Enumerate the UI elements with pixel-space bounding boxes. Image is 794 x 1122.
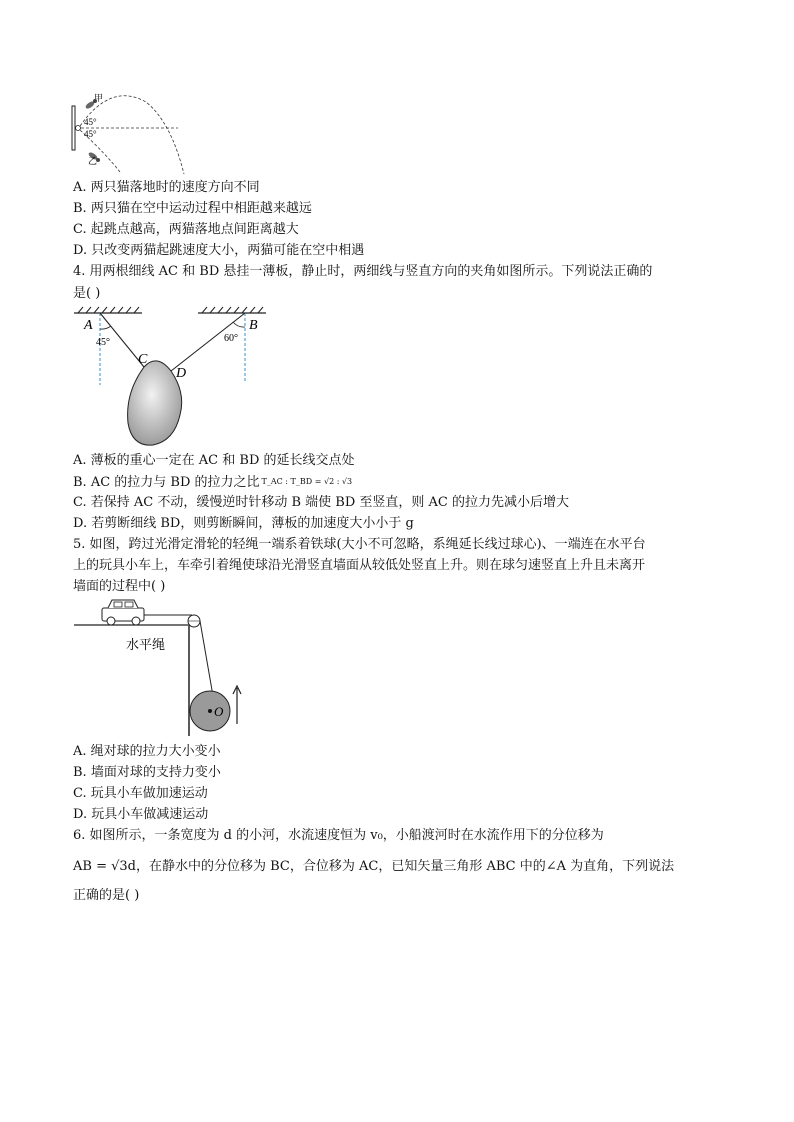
rope-label: 水平绳 [126, 638, 166, 653]
angle-45-label: 45° [96, 337, 110, 348]
q6-stem-line2: AB = √3d，在静水中的分位移为 BC，合位移为 AC，已知矢量三角形 ABC 中的∠A 为直角，下列说法 [73, 859, 675, 874]
q5-stem-line2: 上的玩具小车上，车牵引着绳使球沿光滑竖直墙面从较低处竖直上升。则在球匀速竖直上升且未离开 [73, 558, 646, 573]
point-b-label: B [249, 318, 258, 333]
ratio-formula: T_AC : T_BD = √2 : √3 [261, 477, 353, 486]
q4-figure [70, 305, 270, 450]
point-d-label: D [176, 366, 187, 381]
angle-60-label: 60° [224, 333, 238, 344]
ball-center-label: O [214, 704, 224, 719]
point-a-label: A [84, 318, 93, 333]
label-yi: 乙 [88, 157, 98, 167]
q5-option-b: B. 墙面对球的支持力变小 [73, 765, 221, 780]
q3-option-d: D. 只改变两猫起跳速度大小，两猫可能在空中相遇 [73, 243, 365, 258]
toy-car-icon [102, 600, 144, 625]
q6-stem-line1: 6. 如图所示，一条宽度为 d 的小河，水流速度恒为 v₀，小船渡河时在水流作用下的分位移为 [73, 828, 604, 843]
thin-plate [128, 361, 182, 445]
q4-stem-line2: 是( ) [73, 286, 101, 301]
up-arrow-icon [233, 686, 241, 724]
q5-figure [70, 596, 260, 738]
q4-option-b: B. AC 的拉力与 BD 的拉力之比 [73, 475, 260, 490]
angle-top-label: 45° [84, 117, 97, 127]
q4-option-a: A. 薄板的重心一定在 AC 和 BD 的延长线交点处 [73, 453, 355, 468]
q3-option-a: A. 两只猫落地时的速度方向不同 [73, 180, 260, 195]
q3-option-b: B. 两只猫在空中运动过程中相距越来越远 [73, 201, 312, 216]
q4-stem-line1: 4. 用两根细线 AC 和 BD 悬挂一薄板，静止时，两细线与竖直方向的夹角如图所示。下列说法正确的 [73, 264, 653, 279]
point-c-label: C [138, 352, 148, 367]
label-jia: 甲 [94, 94, 104, 104]
q4-option-b-row [73, 474, 352, 491]
q3-option-c: C. 起跳点越高，两猫落地点间距离越大 [73, 222, 299, 237]
angle-bottom-label: 45° [84, 129, 97, 139]
q5-stem-line1: 5. 如图，跨过光滑定滑轮的轻绳一端系着铁球(大小不可忽略，系绳延长线过球心)、一端连在水平台 [73, 537, 646, 552]
q4-option-d: D. 若剪断细线 BD，则剪断瞬间，薄板的加速度大小小于 g [73, 516, 414, 531]
q5-option-c: C. 玩具小车做加速运动 [73, 786, 208, 801]
q4-option-c: C. 若保持 AC 不动，缓慢逆时针移动 B 端使 BD 至竖直，则 AC 的拉力先减小后增大 [73, 495, 570, 510]
q5-option-a: A. 绳对球的拉力大小变小 [73, 744, 221, 759]
q3-figure [66, 92, 206, 176]
q5-option-d: D. 玩具小车做减速运动 [73, 807, 209, 822]
q5-stem-line3: 墙面的过程中( ) [73, 579, 166, 594]
q6-stem-line3: 正确的是( ) [73, 888, 140, 903]
